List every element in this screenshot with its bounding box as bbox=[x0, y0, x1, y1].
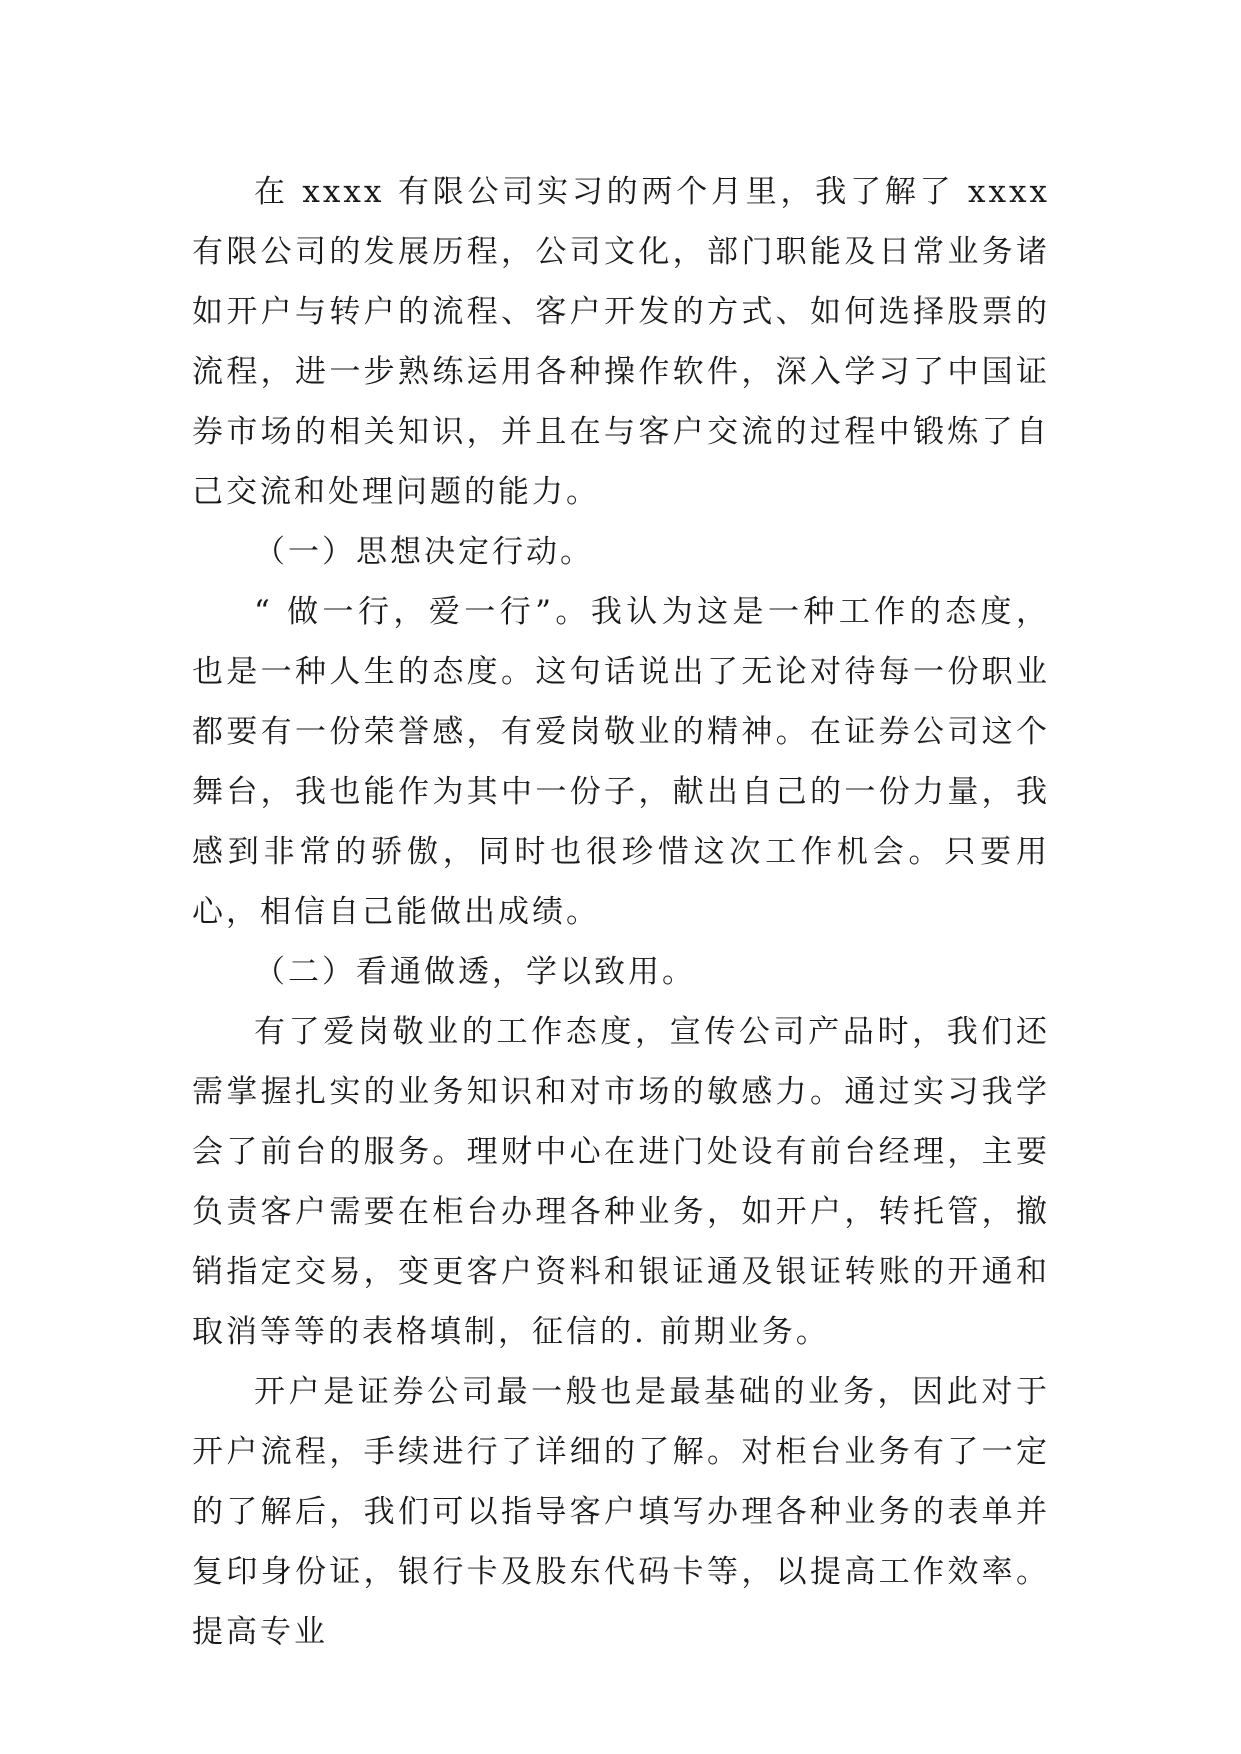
paragraph-account-opening: 开户是证券公司最一般也是最基础的业务，因此对于开户流程，手续进行了详细的了解。对柜台业务有了一定的了解后，我们可以指导客户填写办理各种业务的表单并复印身份证，银行卡及股东代码卡等，以提高工作效率。提高专业 bbox=[192, 1374, 1050, 1650]
section-heading-1: （一）思想决定行动。 bbox=[254, 534, 594, 570]
paragraph-work-attitude: “ 做一行，爱一行”。我认为这是一种工作的态度，也是一种人生的态度。这句话说出了无论对待每一份职业都要有一份荣誉感，有爱岗敬业的精神。在证券公司这个舞台，我也能作为其中一份子，献出自己的一份力量，我感到非常的骄傲，同时也很珍惜这次工作机会。只要用心，相信自己能做出成绩。 bbox=[192, 594, 1050, 930]
paragraph-front-desk-service: 有了爱岗敬业的工作态度，宣传公司产品时，我们还需掌握扎实的业务知识和对市场的敏感力。通过实习我学会了前台的服务。理财中心在进门处设有前台经理，主要负责客户需要在柜台办理各种业务，如开户，转托管，撤销指定交易，变更客户资料和银证通及银证转账的开通和取消等等的表格填制，征信的. 前期业务。 bbox=[192, 1014, 1050, 1350]
paragraph-internship-summary: 在 xxxx 有限公司实习的两个月里，我了解了 xxxx 有限公司的发展历程，公司文化，部门职能及日常业务诸如开户与转户的流程、客户开发的方式、如何选择股票的流程，进一步熟练运用各种操作软件，深入学习了中国证券市场的相关知识，并且在与客户交流的过程中锻炼了自己交流和处理问题的能力。 bbox=[192, 174, 1050, 510]
document-body bbox=[192, 162, 1050, 1662]
section-heading-2: （二）看通做透，学以致用。 bbox=[254, 954, 696, 990]
